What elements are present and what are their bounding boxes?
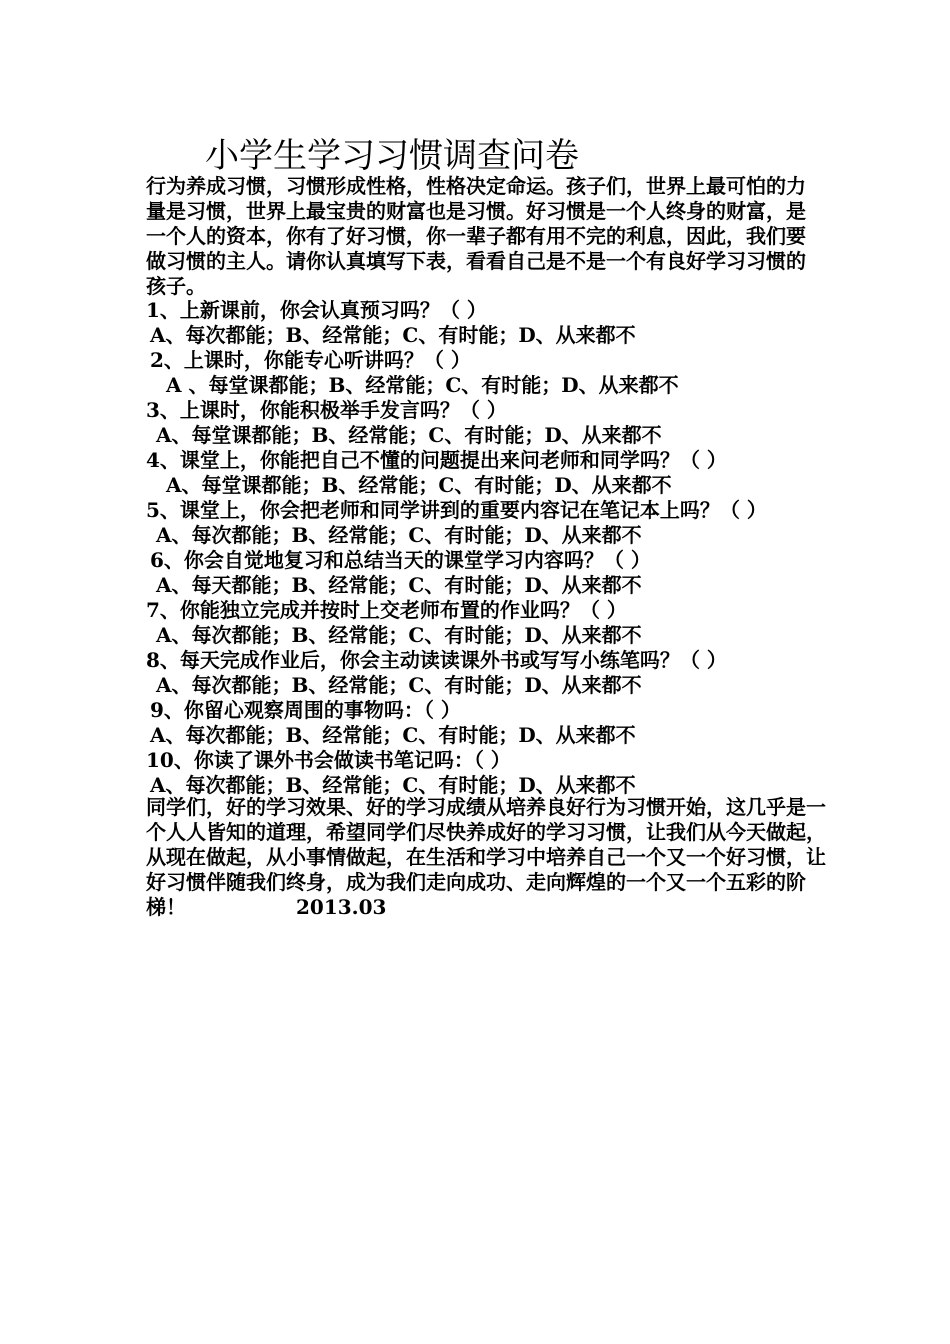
answer-options-9: A、每次都能；B、经常能；C、有时能；D、从来都不 — [150, 723, 636, 747]
date-label: 2013.03 — [296, 895, 387, 919]
closing-paragraph — [146, 795, 826, 920]
answer-options-5: A、每次都能；B、经常能；C、有时能；D、从来都不 — [156, 523, 642, 547]
question-10: 10、你读了课外书会做读书笔记吗：（ ） — [146, 748, 511, 772]
closing-text: 同学们，好的学习效果、好的学习成绩从培养良好行为习惯开始，这几乎是一个人人皆知的道理，希望同学们尽快养成好的学习习惯，让我们从今天做起，从现在做起，从小事情做起，在生活和学习中培养自己一个又一个好习惯，让好习惯伴随我们终身，成为我们走向成功、走向辉煌的一个又一个五彩的阶梯！ — [146, 795, 826, 919]
answer-options-6: A、每天都能；B、经常能；C、有时能；D、从来都不 — [156, 573, 642, 597]
answer-options-8: A、每次都能；B、经常能；C、有时能；D、从来都不 — [156, 673, 642, 697]
question-4: 4、课堂上，你能把自己不懂的问题提出来问老师和同学吗？（ ） — [146, 448, 727, 472]
answer-options-1: A、每次都能；B、经常能；C、有时能；D、从来都不 — [150, 323, 636, 347]
question-2: 2、上课时，你能专心听讲吗？（ ） — [150, 348, 471, 372]
answer-options-7: A、每次都能；B、经常能；C、有时能；D、从来都不 — [156, 623, 642, 647]
question-5: 5、课堂上，你会把老师和同学讲到的重要内容记在笔记本上吗？（ ） — [146, 498, 767, 522]
page-title: 小学生学习习惯调查问卷 — [205, 136, 579, 176]
answer-options-2: A 、每堂课都能；B、经常能；C、有时能；D、从来都不 — [166, 373, 679, 397]
answer-options-4: A、每堂课都能；B、经常能；C、有时能；D、从来都不 — [166, 473, 672, 497]
question-7: 7、你能独立完成并按时上交老师布置的作业吗？（ ） — [146, 598, 627, 622]
question-6: 6、你会自觉地复习和总结当天的课堂学习内容吗？（ ） — [150, 548, 651, 572]
question-9: 9、你留心观察周围的事物吗：（ ） — [150, 698, 461, 722]
question-8: 8、每天完成作业后，你会主动读读课外书或写写小练笔吗？（ ） — [146, 648, 727, 672]
question-3: 3、上课时，你能积极举手发言吗？（ ） — [146, 398, 507, 422]
answer-options-10: A、每次都能；B、经常能；C、有时能；D、从来都不 — [150, 773, 636, 797]
intro-text: 行为养成习惯，习惯形成性格，性格决定命运。孩子们，世界上最可怕的力量是习惯，世界上最宝贵的财富也是习惯。好习惯是一个人终身的财富，是一个人的资本，你有了好习惯，你一辈子都有用不完的利息，因此，我们要做习惯的主人。请你认真填写下表，看看自己是不是一个有良好学习习惯的孩子。 — [146, 174, 806, 298]
question-1: 1、上新课前，你会认真预习吗？（ ） — [146, 298, 487, 322]
intro-paragraph — [146, 174, 816, 299]
answer-options-3: A、每堂课都能；B、经常能；C、有时能；D、从来都不 — [156, 423, 662, 447]
